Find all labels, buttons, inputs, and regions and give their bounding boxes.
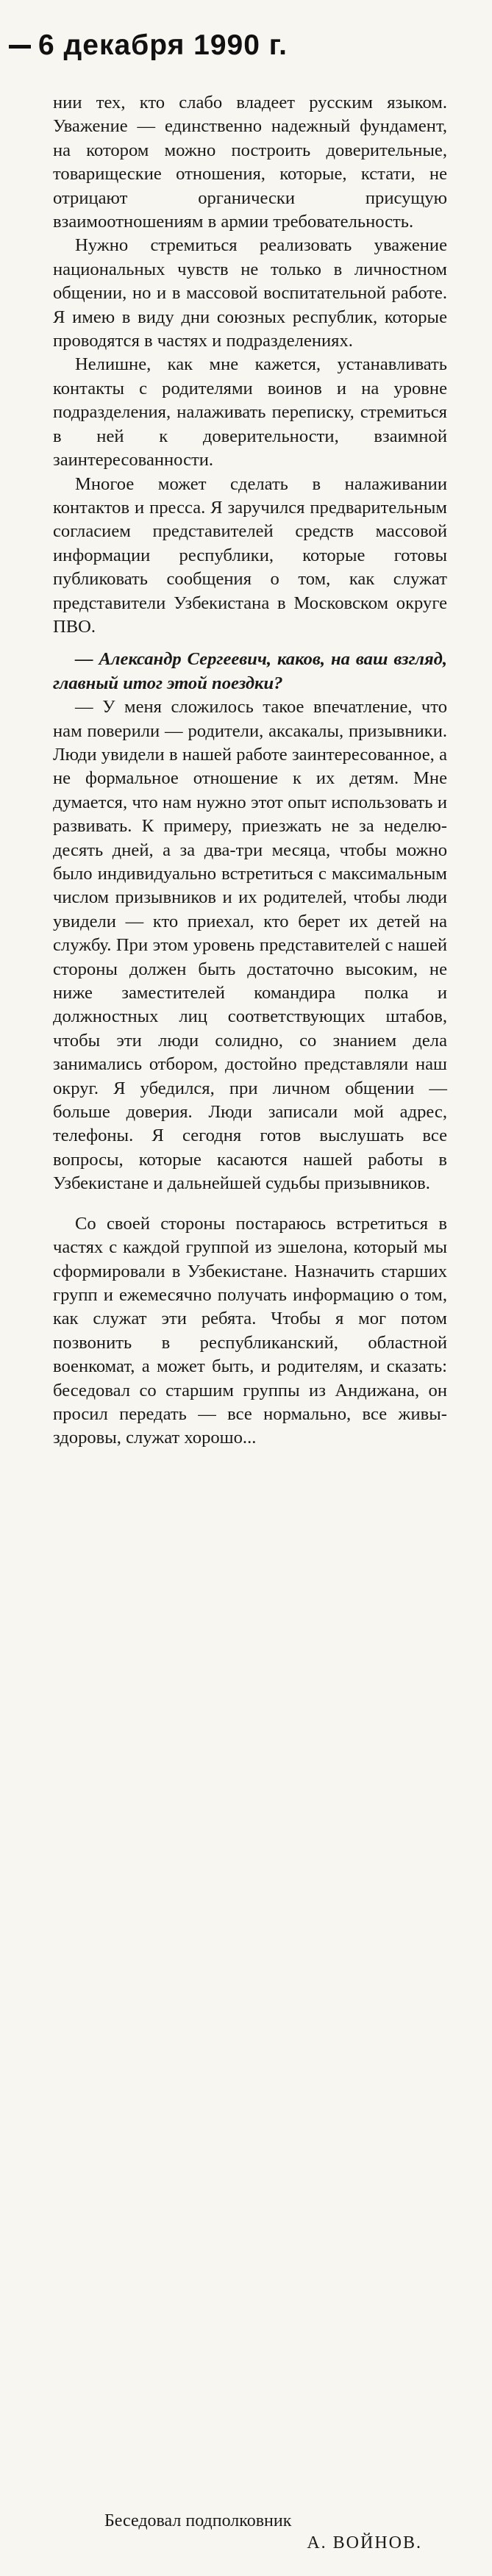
byline-author: А. ВОЙНОВ. <box>307 2533 422 2552</box>
answer-paragraph: — У меня сложилось такое впечатление, что нам поверили — родители, аксакалы, призывники. Люди увидели в нашей работе заинтересованное, а не формальное отношение к их детям. Мне думается, что нам нужно этот опыт использовать и развивать. К примеру, приезжать не за неделю-десять дней, а за два-три месяца, чтобы можно было индивидуально встретиться с максимальным числом призывников и их родителей, чтобы люди увидели — кто приехал, кто берет их детей на службу. При этом уровень представителей с нашей стороны должен быть достаточно высоким, не ниже заместителей командира полка и должностных лиц соответствующих штабов, чтобы эти люди солидно, со знанием дела занимались отбором, достойно представляли наш округ. Я убедился, при личном общении — больше доверия. Люди записали мой адрес, телефоны. Я сегодня готов выслушать все вопросы, которые касаются нашей работы в Узбекистане и дальнейшей судьбы призывников. <box>53 697 447 1194</box>
answer-paragraph: Со своей стороны постараюсь встретиться в частях с каждой группой из эшелона, который мы сформировали в Узбекистане. Назначить старших групп и ежемесячно получать информацию о том, как служат эти ребята. Чтобы я мог потом позвонить в республиканский, областной военкомат, а может быть, и родителям, и сказать: беседовал со старшим группы из Андижана, он просил передать — все нормально, все живы-здоровы, служат хорошо... <box>53 1213 447 1448</box>
article-column <box>53 91 447 1450</box>
dash-rule <box>9 45 31 49</box>
article-paragraph: Многое может сделать в налаживании контактов и пресса. Я заручился предварительным согласием представителей средств массовой информации республики, которые готовы публиковать сообщения о том, как служат представители Узбекистана в Московском округе ПВО. <box>53 473 447 637</box>
article-paragraph: Нелишне, как мне кажется, устанавливать контакты с родителями воинов и на уровне подразделения, налаживать переписку, стремиться в ней к доверительности, взаимной заинтересованности. <box>53 354 447 471</box>
byline-role: Беседовал подполковник <box>104 2511 292 2530</box>
byline <box>82 2510 450 2554</box>
interview-question: — Александр Сергеевич, каков, на ваш взгляд, главный итог этой поездки? <box>53 649 447 693</box>
article-paragraph: Нужно стремиться реализовать уважение национальных чувств не только в личностном общении, но и в массовой воспитательной работе. Я имею в виду дни союзных республик, которые проводятся в частях и подразделениях. <box>53 235 447 351</box>
date-header <box>9 29 288 62</box>
article-paragraph: нии тех, кто слабо владеет русским языком. Уважение — единственно надежный фундамент, на котором можно построить доверительные, товарищеские отношения, которые, кстати, не отрицают органически присущую взаимоотношениям в армии требовательность. <box>53 93 447 232</box>
date-text: 6 декабря 1990 г. <box>38 29 288 61</box>
